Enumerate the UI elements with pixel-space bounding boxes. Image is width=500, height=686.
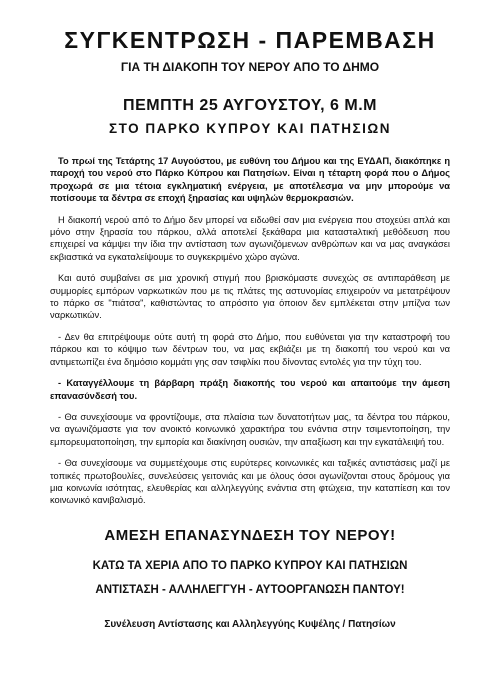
signature: Συνέλευση Αντίστασης και Αλληλεγγύης Κυψέλης / Πατησίων (104, 618, 396, 630)
flyer-body (50, 155, 450, 507)
flyer-title: ΣΥΓΚΕΝΤΡΩΣΗ - ΠΑΡΕΜΒΑΣΗ (64, 27, 436, 53)
paragraph-denounce: - Καταγγέλλουμε τη βάρβαρη πράξη διακοπής του νερού και απαιτούμε την άμεση επανασύνδεσή του. (50, 378, 450, 401)
slogan-main: ΑΜΕΣΗ ΕΠΑΝΑΣΥΝΔΕΣΗ ΤΟΥ ΝΕΡΟΥ! (104, 526, 396, 544)
flyer-subtitle: ΓΙΑ ΤΗ ΔΙΑΚΟΠΗ ΤΟΥ ΝΕΡΟΥ ΑΠΟ ΤΟ ΔΗΜΟ (120, 60, 380, 74)
paragraph-6: - Θα συνεχίσουμε να φροντίζουμε, στα πλαίσια των δυνατοτήτων μας, τα δέντρα του πάρκου, να αγωνιζόμαστε για τον ανοικτό κοινωνικό χαρακτήρα του ενάντια στην τσιμεντοποίηση, την εμπορευματοποίηση, την εμπορία και διακίνηση ουσιών, την απαξίωση και την εγκατάλειψή του. (50, 411, 450, 447)
event-place: ΣΤΟ ΠΑΡΚΟ ΚΥΠΡΟΥ ΚΑΙ ΠΑΤΗΣΙΩΝ (109, 121, 391, 136)
slogan-second: ΚΑΤΩ ΤΑ ΧΕΡΙΑ ΑΠΟ ΤΟ ΠΑΡΚΟ ΚΥΠΡΟΥ ΚΑΙ ΠΑΤΗΣΙΩΝ (92, 559, 408, 572)
paragraph-4: - Δεν θα επιτρέψουμε ούτε αυτή τη φορά στο Δήμο, που ευθύνεται για την καταστροφή του πάρκου και το κόψιμο των δέντρων του, να μας εκβιάζει με τη διακοπή του νερού και να αντιμετωπίζει ένα δημόσιο κομμάτι γης σαν τσιφλίκι που δίνοντας εντολές για την τύχη του. (50, 331, 450, 367)
paragraph-7: - Θα συνεχίσουμε να συμμετέχουμε στις ευρύτερες κοινωνικές και ταξικές αντιστάσεις μαζί με τοπικές πρωτοβουλίες, συνελεύσεις γειτονιάς και με όλους όσοι αγωνίζονται στους δρόμους για μια κοινωνία ισότητας, ελευθερίας και αλληλεγγύης ενάντια στη φτώχεια, την καταπίεση και τον κοινωνικό κανιβαλισμό. (50, 458, 450, 506)
slogan-third: ΑΝΤΙΣΤΑΣΗ - ΑΛΛΗΛΕΓΓΥΗ - ΑΥΤΟΟΡΓΑΝΩΣΗ ΠΑΝΤΟΥ! (95, 583, 405, 596)
paragraph-2: Η διακοπή νερού από το Δήμο δεν μπορεί να ειδωθεί σαν μια ενέργεια που στοχεύει απλά και μόνο στην ξηρασία του πάρκου, αλλά αποτελεί ξεκάθαρα μια καταστaλτική μεθόδευση που επιχειρεί να κάμψει την ίδια την αντίσταση των αγωνιζόμενων ανθρώπων και να μας αναγκάσει εκβιαστικά να εγκαταλείψουμε το συγκεκριμένο χώρο αγώνα. (50, 214, 450, 262)
paragraph-intro: Το πρωί της Τετάρτης 17 Αυγούστου, με ευθύνη του Δήμου και της ΕΥΔΑΠ, διακόπηκε η παροχή του νερού στο Πάρκο Κύπρου και Πατησίων. Είναι η τέταρτη φορά που ο Δήμος προχωρά σε μια τέτοια εγκληματική ενέργεια, με αποτέλεσμα να μην μπορούμε να ποτίσουμε τα δέντρα σε εποχή ξηρασίας και υψηλών θερμοκρασιών. (50, 156, 450, 204)
event-date: ΠΕΜΠΤΗ 25 ΑΥΓΟΥΣΤΟΥ, 6 Μ.Μ (123, 97, 377, 114)
paragraph-3: Και αυτό συμβαίνει σε μια χρονική στιγμή που βρισκόμαστε συνεχώς σε αντιπαράθεση με συμμορίες εμπόρων ναρκωτικών που με τις πλάτες της αστυνομίας επιχειρούν να μετατρέψουν το πάρκο σε "πιάτσα", καθιστώντας το απρόσιτο για όποιον δεν εμπλέκεται στην μπίζνα των ναρκωτικών. (50, 273, 450, 321)
